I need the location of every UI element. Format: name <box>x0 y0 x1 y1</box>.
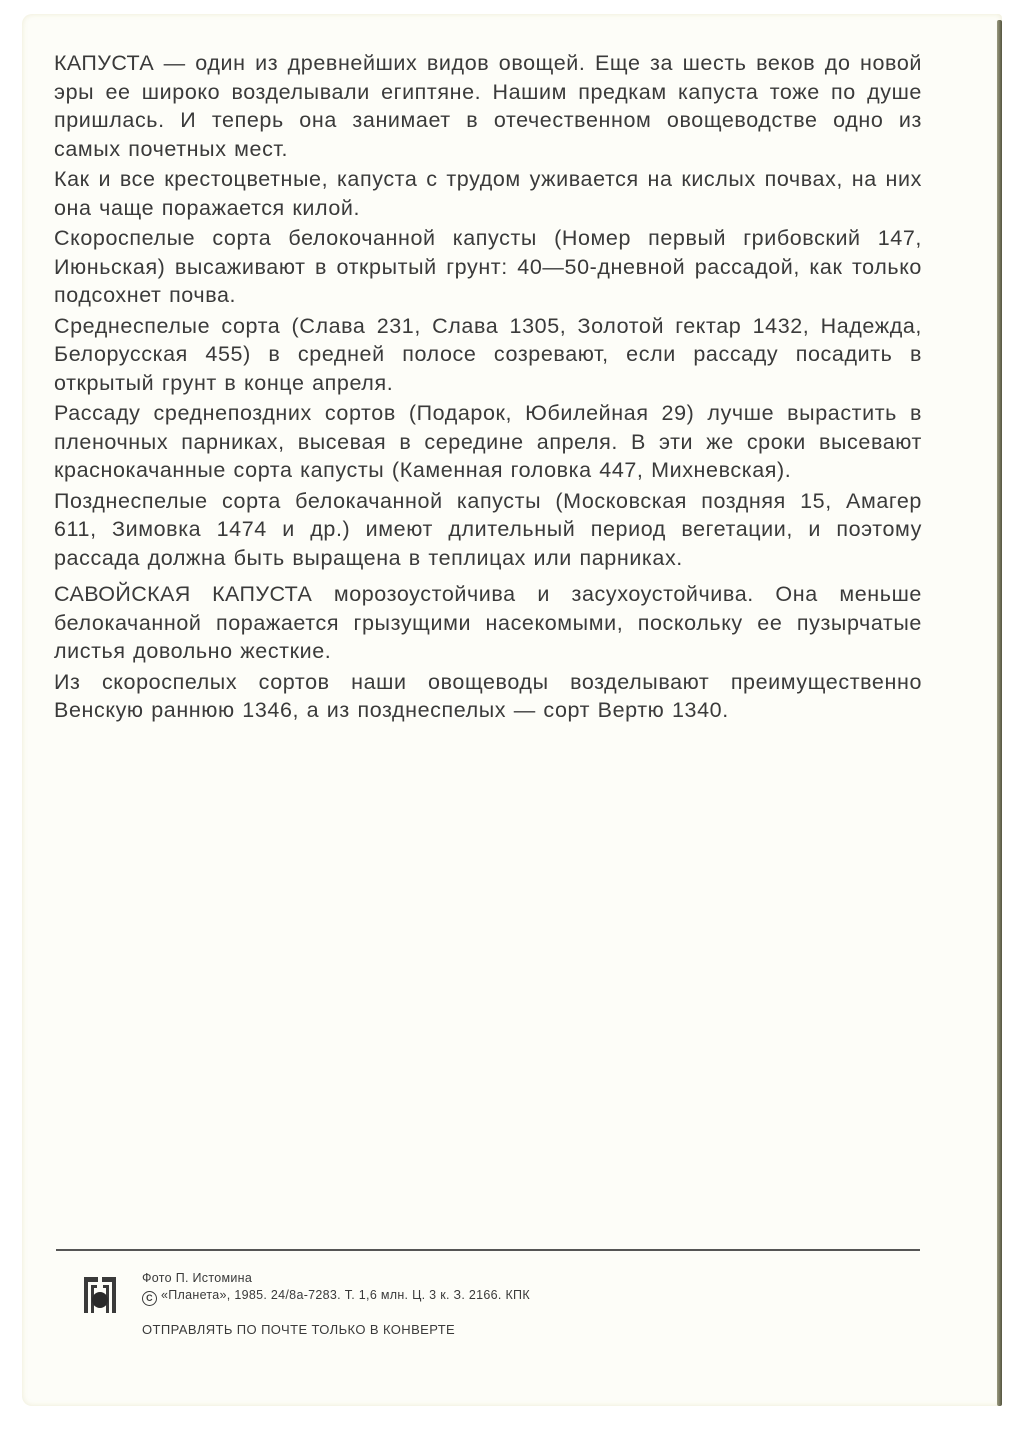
photo-credit: Фото П. Истомина <box>142 1271 253 1285</box>
paragraph-early-varieties: Скороспелые сорта белокочанной капусты (Номер первый грибовский 147, Июньская) высаживают в открытый грунт: 40—50-дневной рассадой, как только подсохнет почва. <box>54 226 922 307</box>
heading-savoy: САВОЙСКАЯ КАПУСТА <box>54 582 313 606</box>
planeta-publisher-logo-icon <box>83 1276 117 1314</box>
paragraph-savoy-varieties: Из скороспелых сортов наши овощеводы возделывают преимущественно Венскую раннюю 1346, а из позднеспелых — сорт Вертю 1340. <box>54 669 922 722</box>
imprint-block <box>142 1270 530 1306</box>
paragraph-soil: Как и все крестоцветные, капуста с трудом уживается на кислых почвах, на них она чаще поражается килой. <box>54 167 922 220</box>
mail-instruction: ОТПРАВЛЯТЬ ПО ПОЧТЕ ТОЛЬКО В КОНВЕРТЕ <box>142 1322 456 1337</box>
article-body <box>54 49 922 727</box>
heading-kapusta: КАПУСТА <box>54 51 155 75</box>
paragraph-mid-varieties: Среднеспелые сорта (Слава 231, Слава 1305, Золотой гектар 1432, Надежда, Белорусская 455) в средней полосе созревают, если рассаду посадить в открытый грунт в конце апреля. <box>54 313 922 395</box>
copyright-icon: C <box>142 1291 157 1306</box>
paragraph-late-varieties: Позднеспелые сорта белокачанной капусты (Московская поздняя 15, Амагер 611, Зимовка 1474 и др.) имеют длительный период вегетации, и поэтому рассада должна быть выращена в теплицах или парниках. <box>54 488 922 570</box>
paragraph-mid-late-varieties: Рассаду среднепоздних сортов (Подарок, Юбилейная 29) лучше вырастить в пленочных парниках, высевая в середине апреля. В эти же сроки высевают краснокачанные сорта капусты (Каменная головка 447, Михневская). <box>54 401 922 482</box>
card-edge <box>997 20 1002 1406</box>
footer-divider <box>56 1249 920 1251</box>
paragraph-savoy: САВОЙСКАЯ КАПУСТА морозоустойчива и засухоустойчива. Она меньше белокачанной поражается грызущими насекомыми, поскольку ее пузырчатые листья довольно жесткие. <box>54 582 922 663</box>
paragraph-intro: КАПУСТА — один из древнейших видов овощей. Еще за шесть веков до новой эры ее широко возделывали египтяне. Нашим предкам капуста тоже по душе пришлась. И теперь она занимает в отечественном овощеводстве одно из самых почетных мест. <box>54 51 922 161</box>
publisher-line: C «Планета», 1985. 24/8а-7283. Т. 1,6 млн. Ц. 3 к. З. 2166. КПК <box>142 1287 530 1306</box>
